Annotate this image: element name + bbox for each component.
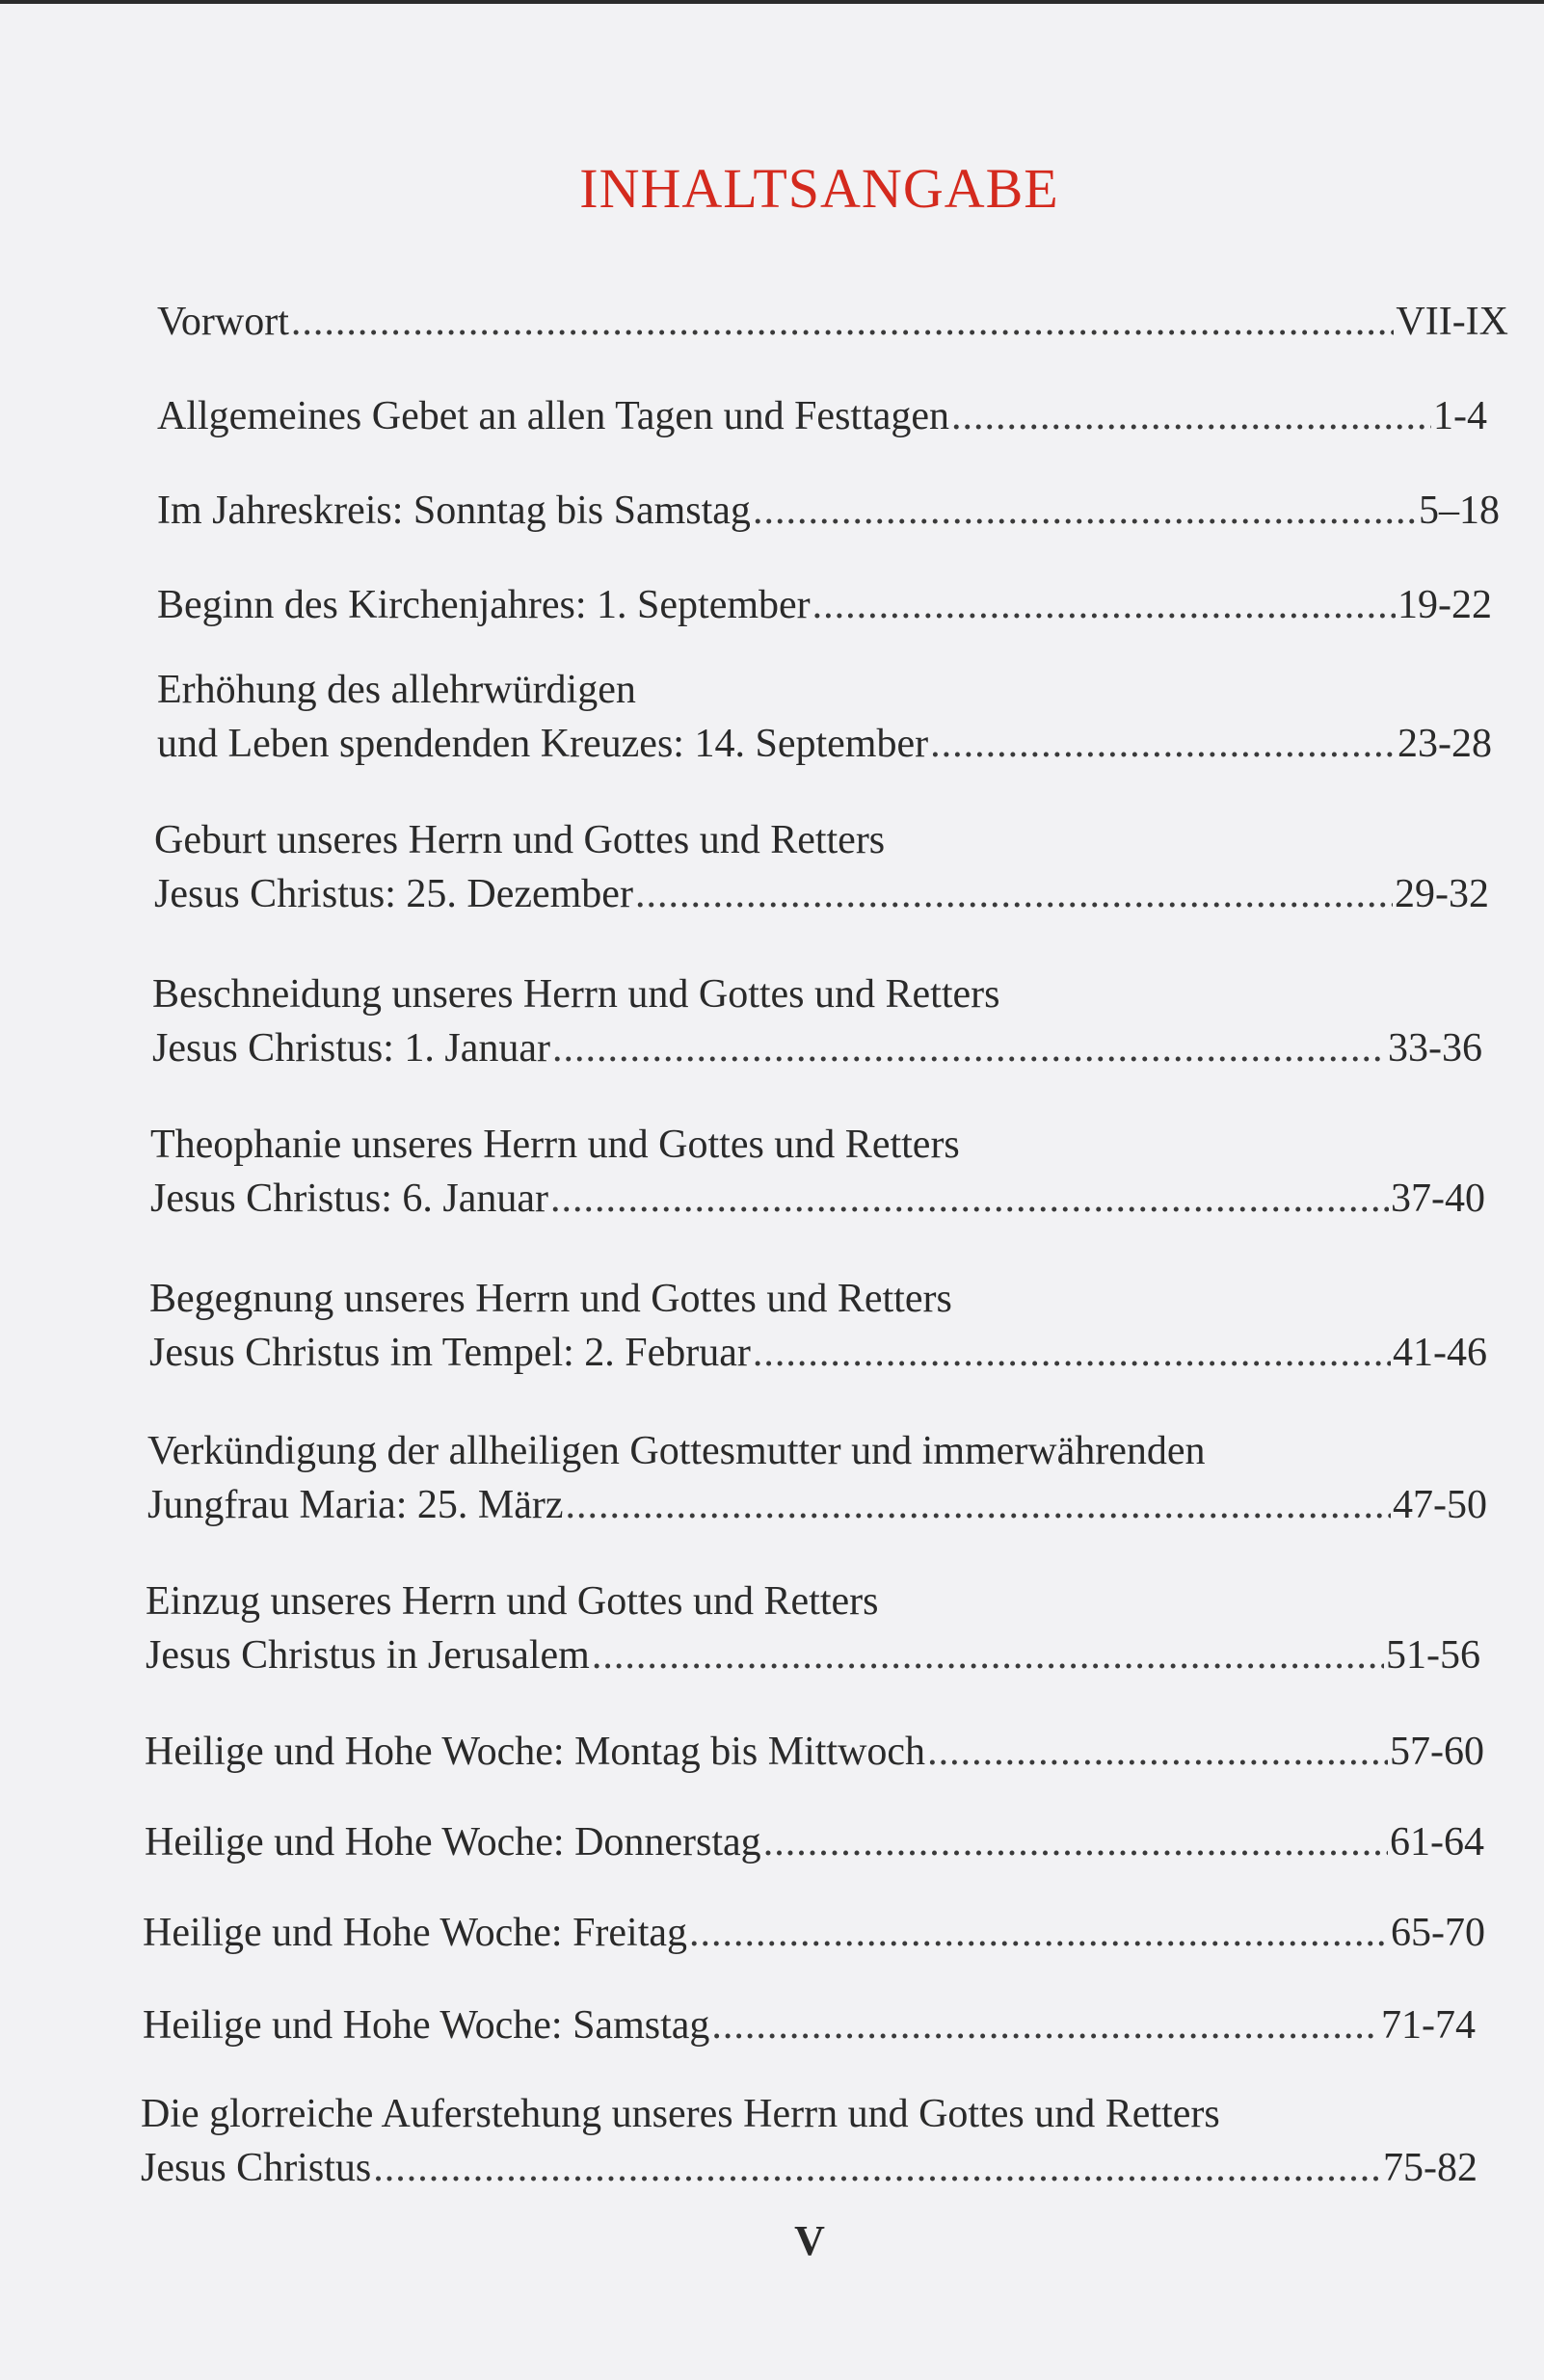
toc-entry	[149, 1272, 1487, 1380]
toc-entry-title: Geburt unseres Herrn und Gottes und Retters	[154, 818, 886, 862]
toc-entry-title: Heilige und Hohe Woche: Donnerstag	[145, 1820, 761, 1864]
toc-page-number: 19-22	[1398, 583, 1492, 627]
toc-entry-title-continued: und Leben spendenden Kreuzes: 14. September	[157, 722, 929, 766]
toc-entry	[143, 1906, 1485, 1960]
toc-entry-title-continued: Jungfrau Maria: 25. März	[147, 1483, 564, 1527]
toc-entry	[157, 663, 1492, 771]
toc-page-number: 23-28	[1398, 722, 1492, 766]
toc-page-number: 51-56	[1386, 1633, 1480, 1678]
leader-dots	[927, 1725, 1388, 1779]
toc-entry-title-continued: Jesus Christus: 6. Januar	[150, 1177, 548, 1221]
leader-dots	[812, 578, 1396, 632]
leader-dots	[552, 1021, 1386, 1075]
toc-entry-title: Beginn des Kirchenjahres: 1. September	[157, 583, 811, 627]
toc-page-number: VII-IX	[1396, 300, 1508, 344]
toc-entry	[157, 484, 1500, 538]
leader-dots	[635, 867, 1393, 921]
leader-dots	[753, 484, 1417, 538]
leader-dots	[291, 295, 1395, 349]
toc-entry-title: Beschneidung unseres Herrn und Gottes und Retters	[152, 972, 1000, 1017]
toc-entry	[150, 1118, 1485, 1226]
leader-dots	[753, 1326, 1391, 1380]
toc-entry-title: Vorwort	[157, 300, 289, 344]
toc-entry-title-continued: Jesus Christus	[141, 2146, 372, 2190]
toc-entry	[146, 1574, 1480, 1682]
toc-entry-title: Verkündigung der allheiligen Gottesmutter und immerwährenden	[147, 1429, 1206, 1473]
leader-dots	[592, 1628, 1384, 1682]
toc-entry-title: Heilige und Hohe Woche: Freitag	[143, 1911, 688, 1955]
toc-entry	[157, 578, 1492, 632]
leader-dots	[711, 1998, 1379, 2052]
toc-entry-title-continued: Jesus Christus im Tempel: 2. Februar	[149, 1331, 751, 1375]
toc-entry-title: Die glorreiche Auferstehung unseres Herrn und Gottes und Retters	[141, 2092, 1220, 2136]
leader-dots	[930, 717, 1396, 771]
toc-entry-title: Begegnung unseres Herrn und Gottes und Retters	[149, 1277, 952, 1321]
toc-entry	[143, 1998, 1476, 2052]
toc-entry-title-continued: Jesus Christus: 1. Januar	[152, 1026, 550, 1071]
toc-entry	[157, 295, 1508, 349]
toc-entry-title-continued: Jesus Christus: 25. Dezember	[154, 872, 633, 916]
toc-entry-title: Heilige und Hohe Woche: Montag bis Mittwoch	[145, 1730, 926, 1774]
toc-entry-title: Allgemeines Gebet an allen Tagen und Festtagen	[157, 394, 950, 438]
toc-entry	[145, 1725, 1484, 1779]
page-title: INHALTSANGABE	[579, 157, 1059, 220]
toc-entry	[152, 967, 1482, 1075]
leader-dots	[689, 1906, 1389, 1960]
leader-dots	[951, 389, 1431, 443]
toc-page-number: 71-74	[1381, 2003, 1476, 2048]
toc-entry-title-continued: Jesus Christus in Jerusalem	[146, 1633, 590, 1678]
toc-entry	[147, 1424, 1487, 1532]
toc-page-number: 1-4	[1433, 394, 1487, 438]
page-number-folio: V	[794, 2217, 825, 2264]
leader-dots	[550, 1172, 1389, 1226]
toc-page-number: 47-50	[1393, 1483, 1487, 1527]
toc-page-number: 75-82	[1383, 2146, 1477, 2190]
toc-entry-title: Theophanie unseres Herrn und Gottes und Retters	[150, 1123, 960, 1167]
toc-entry-title: Erhöhung des allehrwürdigen	[157, 668, 636, 712]
toc-page-number: 33-36	[1388, 1026, 1482, 1071]
leader-dots	[566, 1478, 1391, 1532]
toc-entry-title: Heilige und Hohe Woche: Samstag	[143, 2003, 710, 2048]
toc-page-number: 61-64	[1390, 1820, 1484, 1864]
toc-entry-title: Im Jahreskreis: Sonntag bis Samstag	[157, 489, 751, 533]
toc-entry	[145, 1815, 1484, 1869]
toc-entry	[141, 2087, 1477, 2195]
toc-page-number: 57-60	[1390, 1730, 1484, 1774]
leader-dots	[373, 2141, 1381, 2195]
toc-page-number: 37-40	[1391, 1177, 1485, 1221]
toc-page-number: 65-70	[1391, 1911, 1485, 1955]
toc-entry	[154, 813, 1489, 921]
toc-page-number: 29-32	[1395, 872, 1489, 916]
leader-dots	[763, 1815, 1388, 1869]
toc-entry	[157, 389, 1487, 443]
toc-page-number: 41-46	[1393, 1331, 1487, 1375]
toc-page-number: 5–18	[1419, 489, 1500, 533]
toc-entry-title: Einzug unseres Herrn und Gottes und Retters	[146, 1579, 879, 1624]
